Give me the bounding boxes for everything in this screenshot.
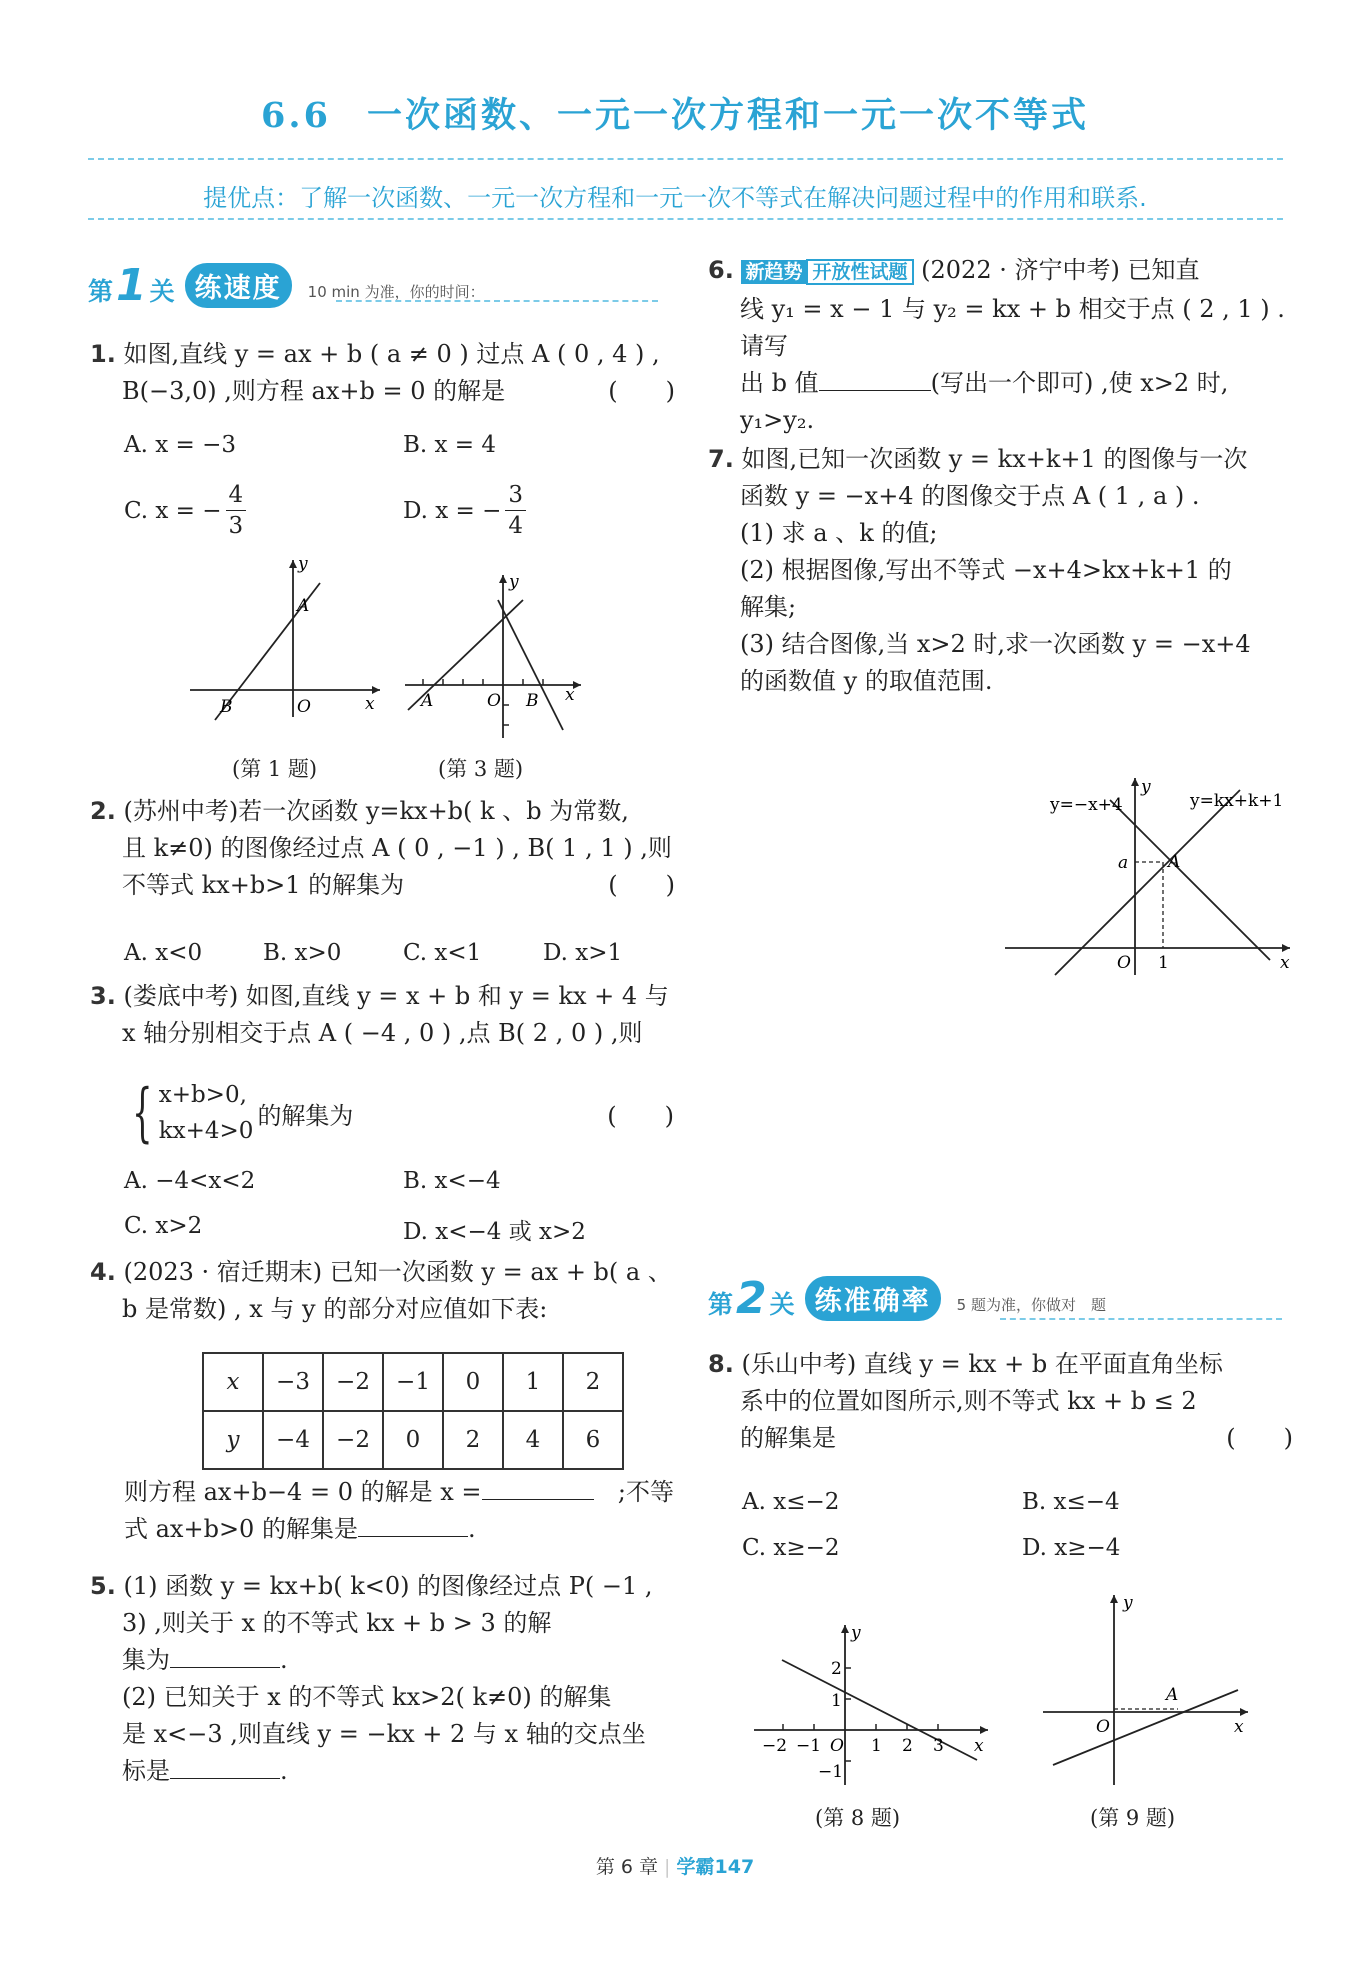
fig8-x-label: x [974,1736,984,1756]
q1-option-b: B. x = 4 [403,432,497,458]
q4-cell: −2 [323,1411,383,1469]
q4-line4-end: . [467,1515,476,1543]
q3-option-a: A. −4<x<2 [124,1168,256,1194]
fig3-ticks [423,679,543,725]
q1-number: 1. [90,340,116,368]
q3-line1: (娄底中考) 如图,直线 y = x + b 和 y = kx + 4 与 [123,982,669,1010]
q8-number: 8. [708,1350,734,1378]
q4-cell: 2 [563,1353,623,1411]
q6-line1: (2022 · 济宁中考) 已知直 [921,256,1200,284]
q2-option-a: A. x<0 [124,940,203,966]
figure-q9 [1038,1590,1258,1790]
q7-line3: (1) 求 a 、k 的值; [740,519,938,547]
fig8-tick-y2: 2 [831,1659,842,1679]
fig8-x-arrow [980,1726,988,1734]
q4-table [202,1352,624,1470]
q7-line4: (2) 根据图像,写出不等式 −x+4>kx+k+1 的 [740,556,1232,584]
title-divider-top [88,158,1283,160]
fig9-line [1053,1690,1238,1765]
q4-cell: 0 [443,1353,503,1411]
fig7-x-arrow [1282,944,1290,952]
q8-line3: 的解集是 [740,1424,836,1452]
q4-blank-2[interactable] [358,1536,468,1537]
q6-line2: 线 y₁ = x − 1 与 y₂ = kx + b 相交于点 ( 2 , 1 ) . 请写 [740,295,1285,360]
footer-chapter: 第 6 章 [595,1856,658,1878]
q5-number: 5. [90,1572,116,1600]
fig8-origin: O [830,1736,844,1756]
q6-number: 6. [708,256,734,284]
q4-table-row-x [203,1353,623,1411]
q1-opt-d-num: 3 [505,480,526,511]
q1-opt-d-prefix: D. x = − [403,497,502,524]
level-guan: 关 [149,277,175,306]
fig8-tick-ym1: −1 [818,1762,844,1782]
fig1-point-b: B [220,697,233,717]
level-guan: 关 [769,1290,795,1319]
q4-cell: 1 [503,1353,563,1411]
fig1-y-arrow [289,560,297,568]
question-5 [90,1568,675,1790]
q8-line1: (乐山中考) 直线 y = kx + b 在平面直角坐标 [741,1350,1223,1378]
fig8-tick-x2: 2 [902,1736,913,1756]
q4-cell: −1 [383,1353,443,1411]
fig7-label-neg: y=−x+4 [1050,795,1123,815]
fig9-point-a: A [1166,1685,1179,1705]
q5-line2: 3) ,则关于 x 的不等式 kx + b > 3 的解 [122,1609,552,1637]
q1-opt-c-fraction [226,480,247,541]
fig1-origin: O [297,697,311,717]
q5-line3: 集为 [122,1646,170,1674]
q4-line3-end: ;不等 [617,1478,674,1506]
q3-number: 3. [90,982,116,1010]
level-number: 2 [736,1273,767,1324]
fig8-tick-xm2: −2 [762,1736,788,1756]
q4-line2: b 是常数) , x 与 y 的部分对应值如下表: [122,1295,548,1323]
fig1-y-label: y [298,555,308,574]
q1-option-a: A. x = −3 [124,432,237,458]
level2-header [708,1273,1106,1324]
q3-after-text: 的解集为 [257,1101,354,1130]
page-title [0,88,1350,138]
page-footer: 第 6 章 | 学霸147 [595,1856,755,1878]
q4-line1: (2023 · 宿迁期末) 已知一次函数 y = ax + b( a 、 [123,1258,672,1286]
fig1-x-label: x [365,694,375,714]
fig7-x-label: x [1280,953,1290,973]
fig8-tick-x3: 3 [933,1736,944,1756]
q7-number: 7. [708,445,734,473]
fig8-tick-xm1: −1 [796,1736,822,1756]
q7-line6: (3) 结合图像,当 x>2 时,求一次函数 y = −x+4 [740,630,1251,658]
q1-option-d [403,480,526,541]
q5-blank-1[interactable] [170,1667,280,1668]
fig7-label-kx: y=kx+k+1 [1190,791,1284,811]
level2-dashline [1000,1318,1282,1320]
q2-option-c: C. x<1 [403,940,482,966]
question-1 [90,336,675,410]
fig9-origin: O [1096,1717,1110,1737]
q4-cell: −3 [263,1353,323,1411]
q8-option-c: C. x≥−2 [742,1535,840,1561]
fig1-point-a: A [297,596,310,616]
q3-line2: x 轴分别相交于点 A ( −4 , 0 ) ,点 B( 2 , 0 ) ,则 [122,1019,643,1047]
q3-system-lines [159,1077,254,1149]
q1-opt-c-den: 3 [228,513,244,539]
fig9-x-arrow [1240,1708,1248,1716]
q3-system-line1: x+b>0, [158,1082,247,1108]
q4-answer-lines [124,1474,674,1548]
q4-cell: y [203,1411,263,1469]
q6-line3-end: (写出一个即可) ,使 x>2 时, [930,369,1229,397]
fig7-line-neg [1110,800,1270,960]
level-number: 1 [116,260,147,311]
q3-brace: { [132,1076,153,1150]
q4-cell: 0 [383,1411,443,1469]
footer-page-number: 147 [714,1856,755,1878]
fig3-y-arrow [499,575,507,583]
fig3-x-label: x [565,685,575,705]
q3-option-c: C. x>2 [124,1213,203,1239]
level-label: 练速度 [185,263,292,308]
fig7-origin: O [1117,953,1131,973]
q5-line1: (1) 函数 y = kx+b( k<0) 的图像经过点 P( −1 , [123,1572,653,1600]
fig3-origin: O [487,691,501,711]
fig8-tick-y1: 1 [831,1691,842,1711]
fig9-y-label: y [1123,1593,1133,1613]
fig9-x-label: x [1234,1717,1244,1737]
fig9-y-arrow [1110,1595,1118,1603]
tip-text: 提优点：了解一次函数、一元一次方程和一元一次不等式在解决问题过程中的作用和联系. [203,184,1147,212]
q7-line2: 函数 y = −x+4 的图像交于点 A ( 1 , a ) . [740,482,1200,510]
q4-cell: −2 [323,1353,383,1411]
q4-table-row-y [203,1411,623,1469]
level-hint: 5 题为准，你做对 题 [956,1296,1106,1314]
title-divider-bottom [88,218,1283,220]
fig8-y-label: y [851,1623,861,1643]
level-hint: 10 min 为准，你的时间： [307,283,485,301]
question-6 [708,252,1293,439]
q5-line6-end: . [280,1757,288,1785]
figure-q1 [185,555,385,725]
section-title: 一次函数、一元一次方程和一元一次不等式 [366,95,1089,136]
question-8 [708,1346,1293,1457]
q4-line3: 则方程 ax+b−4 = 0 的解是 x = [124,1478,482,1506]
fig3-caption: (第 3 题) [438,757,524,781]
level-di: 第 [708,1290,734,1319]
fig3-point-a: A [421,691,434,711]
fig8-y-arrow [841,1625,849,1633]
question-7 [708,441,1293,700]
q4-cell: 4 [503,1411,563,1469]
q4-line4: 式 ax+b>0 的解集是 [124,1515,358,1543]
q2-number: 2. [90,797,116,825]
figure-q8 [752,1620,992,1790]
fig7-a-label: a [1118,853,1129,873]
fig1-caption: (第 1 题) [232,757,318,781]
q3-system-line2: kx+4>0 [158,1118,254,1144]
fig7-point-a: A [1168,852,1181,872]
figure-q3 [403,570,583,740]
q5-blank-2[interactable] [170,1778,280,1779]
q8-option-d: D. x≥−4 [1022,1535,1121,1561]
q1-option-c [124,480,246,541]
fig7-y-arrow [1131,778,1139,786]
fig3-y-label: y [509,572,519,592]
q2-option-b: B. x>0 [263,940,342,966]
q4-cell: 6 [563,1411,623,1469]
q1-opt-c-num: 4 [226,480,247,511]
question-4 [90,1254,675,1328]
q8-option-a: A. x≤−2 [742,1489,840,1515]
section-number: 6.6 [261,95,331,136]
fig8-caption: (第 8 题) [815,1806,901,1830]
q3-option-b: B. x<−4 [403,1168,501,1194]
q2-bracket: ( ) [608,871,675,899]
q2-line3: 不等式 kx+b>1 的解集为 [122,871,405,899]
fig7-y-label: y [1141,777,1151,797]
level1-dashline [336,300,658,302]
q8-line2: 系中的位置如图所示,则不等式 kx + b ≤ 2 [740,1387,1197,1415]
q8-option-b: B. x≤−4 [1022,1489,1120,1515]
q6-line3: 出 b 值 [740,369,819,397]
q2-line2: 且 k≠0) 的图像经过点 A ( 0 , −1 ) , B( 1 , 1 ) ,则 [122,834,672,862]
q4-cell: 2 [443,1411,503,1469]
footer-brand: 学霸 [676,1856,715,1878]
q2-option-d: D. x>1 [543,940,623,966]
level-di: 第 [88,277,114,306]
q1-bracket: ( ) [608,377,675,405]
q1-opt-d-fraction [505,480,526,541]
q4-blank-1[interactable] [482,1499,594,1500]
fig3-point-b: B [526,691,539,711]
q6-blank[interactable] [819,390,931,391]
q3-system [122,1072,674,1154]
q3-option-d: D. x<−4 或 x>2 [403,1219,586,1245]
figure-q7 [1000,770,1300,990]
q7-line7: 的函数值 y 的取值范围. [740,667,993,695]
q3-bracket: ( ) [607,1101,674,1130]
q4-cell: −4 [263,1411,323,1469]
fig1-x-arrow [372,686,380,694]
fig9-caption: (第 9 题) [1090,1806,1176,1830]
q5-line3-end: . [280,1646,288,1674]
fig7-tick-1: 1 [1158,953,1169,973]
q8-bracket: ( ) [1226,1424,1293,1452]
q1-opt-c-prefix: C. x = − [124,497,222,524]
q2-line1: (苏州中考)若一次函数 y=kx+b( k 、b 为常数, [123,797,629,825]
q7-line5: 解集; [740,593,797,621]
q7-line1: 如图,已知一次函数 y = kx+k+1 的图像与一次 [741,445,1248,473]
q5-line5: 是 x<−3 ,则直线 y = −kx + 2 与 x 轴的交点坐 [122,1720,646,1748]
q1-line2: B(−3,0) ,则方程 ax+b = 0 的解是 [122,377,506,405]
q6-tag-open: 开放性试题 [806,259,913,285]
question-2 [90,793,675,904]
q4-cell: x [203,1353,263,1411]
q1-opt-d-den: 4 [508,513,524,539]
level-label: 练准确率 [805,1276,941,1321]
question-3 [90,978,675,1052]
q5-line6: 标是 [122,1757,170,1785]
q1-line1: 如图,直线 y = ax + b ( a ≠ 0 ) 过点 A ( 0 , 4 ) , [123,340,660,368]
q6-tag-trend: 新趋势 [741,260,806,284]
fig8-tick-x1: 1 [871,1736,882,1756]
q6-line4: y₁>y₂. [740,406,815,434]
q5-line4: (2) 已知关于 x 的不等式 kx>2( k≠0) 的解集 [122,1683,612,1711]
q4-number: 4. [90,1258,116,1286]
